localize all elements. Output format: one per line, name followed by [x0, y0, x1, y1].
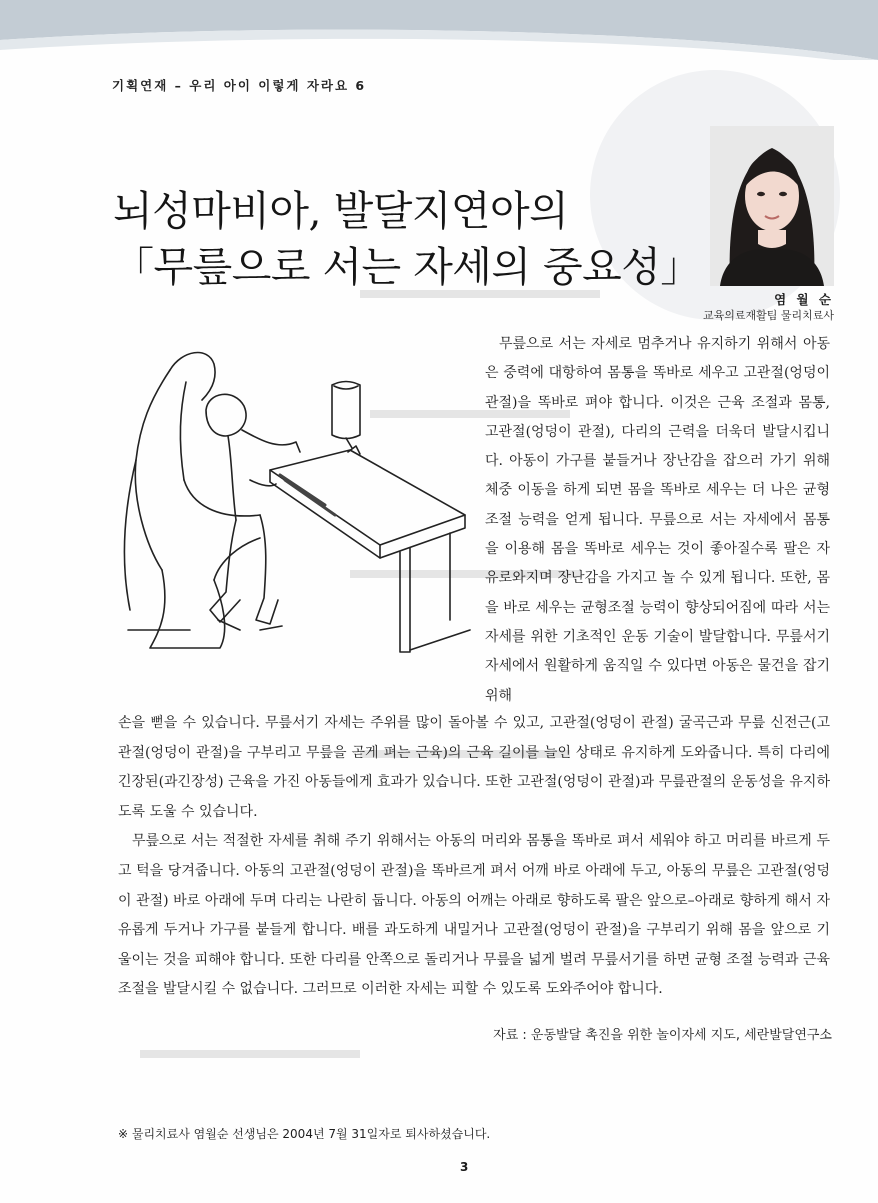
author-name: 염 월 순 — [774, 292, 834, 307]
body-paragraph-2: 무릎으로 서는 적절한 자세를 취해 주기 위해서는 아동의 머리와 몸통을 똑바로 펴서 세워야 하고 머리를 바르게 두고 턱을 당겨줍니다. 아동의 고관절(엉덩이 관절)을 똑바르게 펴서 어깨 바로 아래에 두고, 아동의 무릎은 고관절(엉덩이 관절) 바로 아래에 두며 다리는 나란히 둡니다. 아동의 어깨는 아래로 향하도록 팔은 앞으로–아래로 향하게 해서 자유롭게 두거나 가구를 붙들게 합니다. 배를 과도하게 내밀거나 고관절(엉덩이 관절)을 구부리기 위해 몸을 앞으로 기울이는 것을 피해야 합니다. 또한 다리를 안쪽으로 돌리거나 무릎을 넓게 벌려 무릎서기를 하면 균형 조절 능력과 근육 조절을 발달시킬 수 없습니다. 그러므로 이러한 자세는 피할 수 있도록 도와주어야 합니다. — [118, 833, 830, 998]
footnote: ※ 물리치료사 염월순 선생님은 2004년 7월 31일자로 퇴사하셨습니다. — [118, 1127, 491, 1141]
author-role: 교육의료재활팀 물리치료사 — [702, 309, 834, 322]
title-line-1: 뇌성마비아, 발달지연아의 — [113, 187, 569, 235]
article-body-text — [118, 709, 830, 1005]
article-title — [113, 183, 701, 295]
author-photo — [710, 126, 834, 286]
column-paragraph: 무릎으로 서는 자세로 멈추거나 유지하기 위해서 아동은 중력에 대항하여 몸통을 똑바로 세우고 고관절(엉덩이 관절)을 똑바로 펴야 합니다. 이것은 근육 조절과 몸통, 고관절(엉덩이 관절), 다리의 근력을 더욱더 발달시킵니다. 아동이 가구를 붙들거나 장난감을 잡으러 가기 위해 체중 이동을 하게 되면 몸을 똑바로 세우는 더 나은 균형 조절 능력을 얻게 됩니다. 무릎으로 서는 자세에서 몸통을 이용해 몸을 똑바로 세우는 것이 좋아질수록 팔은 자유로와지며 장난감을 가지고 놀 수 있게 됩니다. 또한, 몸을 바로 세우는 균형조절 능력이 향상되어짐에 따라 서는 자세를 위한 기초적인 운동 기술이 발달합니다. 무릎서기 자세에서 원활하게 움직일 수 있다면 아동은 물건을 잡기 위해 — [485, 336, 830, 704]
source-citation: 자료 : 운동발달 촉진을 위한 놀이자세 지도, 세란발달연구소 — [493, 1028, 832, 1043]
header-decor-band — [0, 0, 878, 60]
page-number: 3 — [460, 1160, 469, 1174]
series-label: 기획연재 – 우리 아이 이렇게 자라요 6 — [112, 78, 367, 93]
body-paragraph-1: 손을 뻗을 수 있습니다. 무릎서기 자세는 주위를 많이 돌아볼 수 있고, 고관절(엉덩이 관절) 굴곡근과 무릎 신전근(고관절(엉덩이 관절)을 구부리고 무릎을 곧게 펴는 근육)의 근육 길이를 늘인 상태로 유지하게 도와줍니다. 특히 다리에 긴장된(과긴장성) 근육을 가진 아동들에게 효과가 있습니다. 또한 고관절(엉덩이 관절)과 무릎관절의 운동성을 유지하도록 도울 수 있습니다. — [118, 715, 830, 820]
title-line-2: 「무릎으로 서는 자세의 중요성」 — [113, 243, 701, 291]
article-column-text — [485, 330, 830, 711]
kneeling-child-illustration — [110, 330, 475, 665]
